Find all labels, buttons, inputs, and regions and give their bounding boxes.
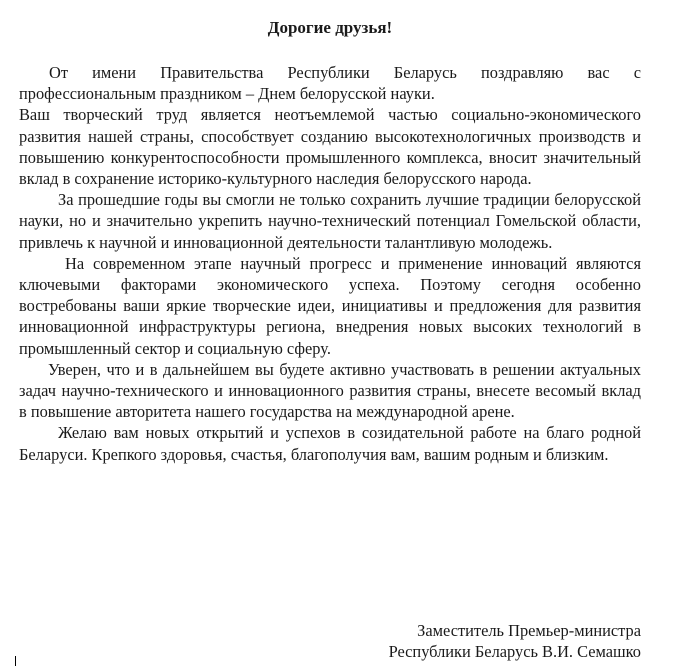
letter-body	[19, 62, 641, 465]
scan-edge-mark	[15, 656, 16, 666]
paragraph-greeting: От имени Правительства Республики Беларусь поздравляю вас с профессиональным праздником – Днем белорусской науки.	[19, 63, 641, 104]
signature-name: Республики Беларусь В.И. Семашко	[388, 642, 641, 661]
paragraph-contribution: Ваш творческий труд является неотъемлемой частью социально-экономического развития нашей страны, способствует созданию высокотехнологичных производств и повышению конкурентоспособности промышленного комплекса, вносит значительный вклад в сохранение историко-культурного наследия белорусского народа.	[19, 105, 641, 189]
signature-position: Заместитель Премьер-министра	[417, 621, 641, 640]
paragraph-innovation: На современном этапе научный прогресс и применение инноваций являются ключевыми факторами экономического успеха. Поэтому сегодня особенно востребованы ваши яркие творческие идеи, инициативы и предложения для развития инновационной инфраструктуры региона, внедрения новых высоких технологий в промышленный сектор и социальную сферу.	[19, 253, 641, 358]
signature-block	[261, 620, 641, 662]
letter-title: Дорогие друзья!	[267, 18, 393, 37]
paragraph-achievements: За прошедшие годы вы смогли не только сохранить лучшие традиции белорусской науки, но и значительно укрепить научно-технический потенциал Гомельской области, привлечь к научной и инновационной деятельности талантливую молодежь.	[19, 190, 641, 252]
paragraph-wishes: Желаю вам новых открытий и успехов в созидательной работе на благо родной Беларуси. Крепкого здоровья, счастья, благополучия вам, вашим родным и близким.	[19, 423, 641, 464]
paragraph-future: Уверен, что и в дальнейшем вы будете активно участвовать в решении актуальных задач научно-технического и инновационного развития страны, внесете весомый вклад в повышение авторитета нашего государства на международной арене.	[19, 359, 641, 422]
